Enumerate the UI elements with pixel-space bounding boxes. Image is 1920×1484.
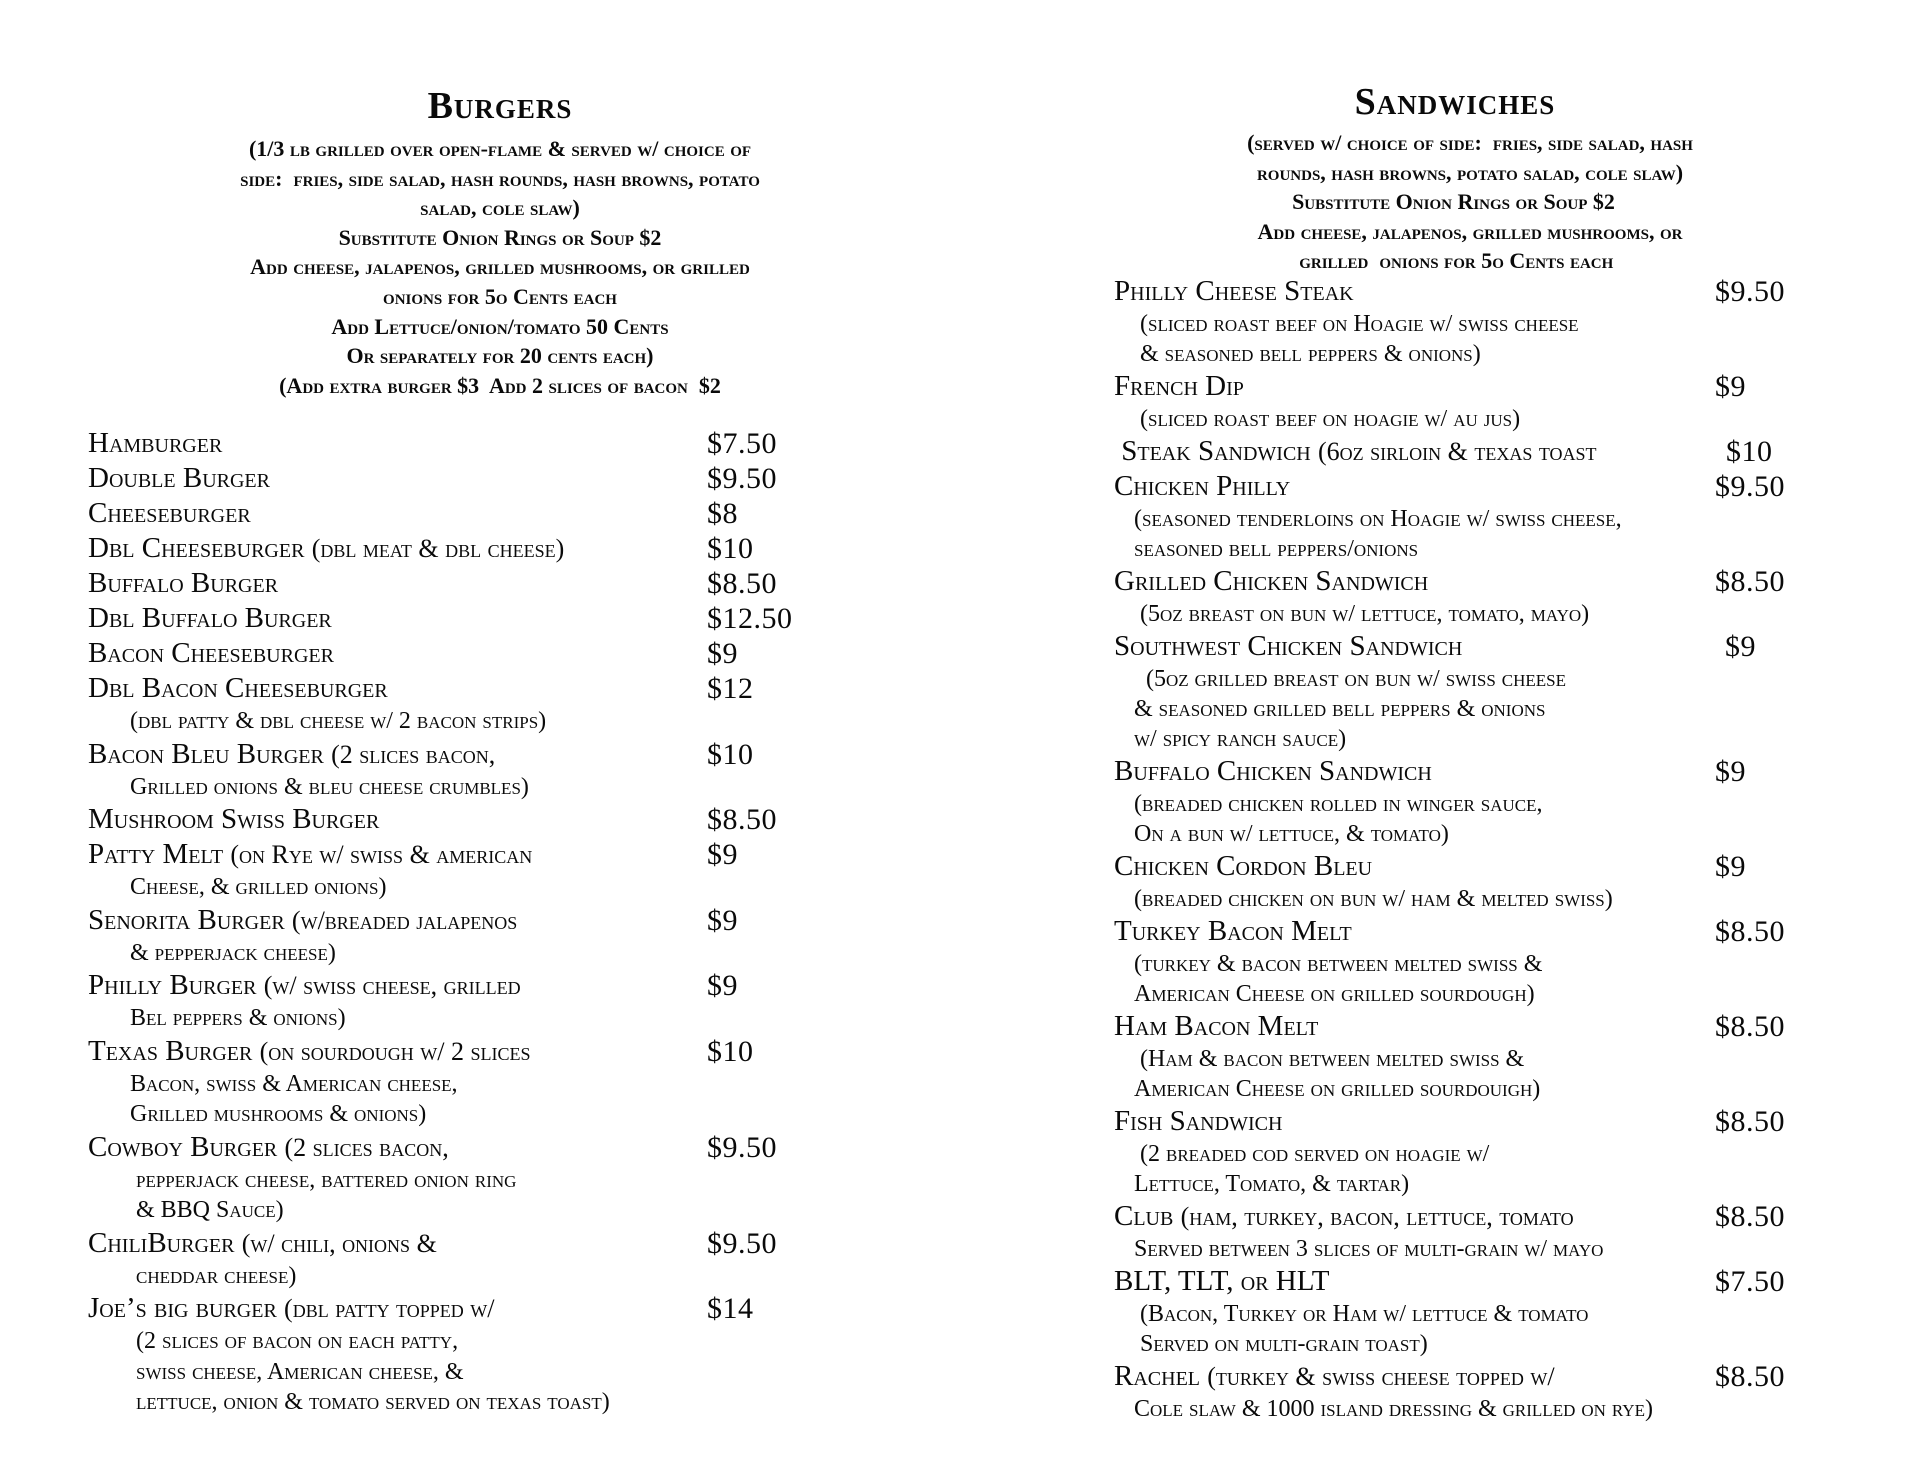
item-note: (turkey & swiss cheese topped w/ [1207, 1362, 1555, 1391]
intro-line: Substitute Onion Rings or Soup $2 [1292, 189, 1648, 215]
item-description: On a bun w/ lettuce, & tomato) [1134, 821, 1449, 847]
item-note: (w/ chili, onions & [241, 1228, 437, 1258]
item-price: $8 [707, 497, 738, 530]
item-price: $9 [1715, 850, 1746, 883]
menu-item [1114, 434, 1773, 469]
item-price: $14 [707, 1292, 754, 1325]
item-description: Grilled mushrooms & onions) [130, 1101, 427, 1127]
intro-line: Substitute Onion Rings or Soup $2 [338, 224, 662, 250]
item-name [1114, 434, 1597, 469]
burgers-menu [88, 426, 793, 1418]
item-price: $9.50 [1715, 470, 1785, 503]
menu-item [1114, 1104, 1785, 1199]
item-price: $9.50 [707, 1130, 777, 1164]
item-title: Dbl Buffalo Burger [88, 602, 332, 634]
item-description: (5oz grilled breast on bun w/ swiss cheese [1134, 666, 1566, 692]
item-name [1114, 1104, 1282, 1139]
item-note: (w/ swiss cheese, grilled [263, 971, 521, 1000]
item-price: $8.50 [1715, 1360, 1785, 1393]
item-description: seasoned bell peppers/onions [1134, 536, 1419, 562]
item-price: $9 [1725, 630, 1756, 663]
item-description: swiss cheese, American cheese, & [130, 1358, 464, 1385]
menu-item [1114, 849, 1746, 914]
menu-item [88, 566, 777, 601]
item-title: Fish Sandwich [1114, 1105, 1283, 1137]
item-price: $8.50 [707, 803, 777, 836]
menu-item [88, 1291, 754, 1418]
item-price: $9 [707, 903, 738, 937]
item-title: Steak Sandwich [1114, 435, 1311, 467]
item-name [1114, 564, 1428, 599]
item-description: (turkey & bacon between melted swiss & [1134, 951, 1543, 977]
menu-item [1114, 1009, 1785, 1104]
menu-item [1114, 629, 1756, 754]
item-price: $9 [1715, 755, 1746, 788]
intro-line: salad, cole slaw) [420, 195, 580, 221]
item-name [1114, 1359, 1555, 1394]
item-description: pepperjack cheese, battered onion ring [130, 1166, 517, 1193]
item-note: (2 slices bacon, [284, 1132, 449, 1162]
item-title: Chicken Philly [1114, 470, 1291, 502]
item-name [88, 636, 334, 671]
item-name [1114, 274, 1354, 309]
item-description: & pepperjack cheese) [130, 939, 336, 966]
item-title: Southwest Chicken Sandwich [1114, 630, 1463, 662]
item-title: Chicken Cordon Bleu [1114, 850, 1373, 882]
item-title: French Dip [1114, 370, 1244, 402]
item-description: Cole slaw & 1000 island dressing & grilled on rye) [1134, 1396, 1653, 1422]
intro-line: (served w/ choice of side: fries, side salad, hash [1247, 130, 1693, 155]
item-title: Turkey Bacon Melt [1114, 915, 1352, 947]
item-title: Cheeseburger [88, 497, 251, 529]
item-title: BLT, TLT, or HLT [1114, 1265, 1330, 1297]
intro-line: Add cheese, jalapenos, grilled mushrooms, or [1257, 218, 1683, 244]
item-name [1114, 849, 1372, 884]
menu-item [1114, 369, 1746, 434]
item-price: $12.50 [707, 602, 793, 635]
item-note: (w/breaded jalapenos [291, 905, 518, 935]
item-name [1114, 1199, 1574, 1234]
item-price: $12 [707, 672, 754, 705]
item-name [88, 737, 495, 772]
menu-item [1114, 1264, 1785, 1359]
item-title: Patty Melt [88, 838, 224, 870]
item-price: $8.50 [1715, 915, 1785, 948]
item-price: $9 [707, 838, 738, 871]
item-note: (dbl patty topped w/ [284, 1294, 495, 1323]
menu-item [88, 636, 738, 671]
menu-item [88, 968, 738, 1034]
item-name [1114, 369, 1244, 404]
item-name [88, 802, 379, 837]
menu-item [88, 601, 793, 636]
item-description: & BBQ Sauce) [130, 1197, 284, 1223]
item-title: Buffalo Chicken Sandwich [1114, 755, 1432, 787]
menu-item [88, 1130, 777, 1226]
intro-line: onions for 5o Cents each [383, 283, 617, 309]
item-name [1114, 914, 1352, 949]
item-description: (sliced roast beef on hoagie w/ au jus) [1134, 406, 1521, 432]
item-name [1114, 754, 1432, 789]
sandwiches-menu [1114, 274, 1785, 1424]
item-price: $9.50 [707, 462, 777, 495]
menu-item [1114, 274, 1785, 369]
menu-item [88, 671, 754, 737]
item-name [88, 837, 532, 872]
menu-item [88, 461, 777, 496]
item-title: Joe’s big burger [88, 1292, 277, 1324]
item-title: Bacon Bleu Burger [88, 737, 324, 770]
item-price: $9.50 [1715, 275, 1785, 308]
item-name [88, 968, 521, 1003]
item-description: Cheese, & grilled onions) [130, 874, 387, 900]
intro-line: grilled onions for 5o Cents each [1299, 248, 1641, 274]
item-title: Ham Bacon Melt [1114, 1010, 1319, 1042]
item-name [1114, 1009, 1318, 1044]
item-name [88, 601, 332, 636]
item-description: & seasoned grilled bell peppers & onions [1134, 696, 1546, 722]
menu-item [88, 531, 754, 566]
menu-item [88, 903, 738, 969]
item-description: (2 slices of bacon on each patty, [130, 1328, 459, 1354]
item-title: Cowboy Burger [88, 1130, 278, 1163]
item-note: (2 slices bacon, [331, 739, 496, 769]
intro-line: rounds, hash browns, potato salad, cole slaw) [1256, 159, 1684, 185]
item-name [88, 671, 388, 706]
item-note: (on Rye w/ swiss & american [230, 840, 533, 869]
item-name [88, 426, 222, 461]
intro-line: (Add extra burger $3 Add 2 slices of bacon $2 [279, 372, 721, 398]
item-price: $7.50 [707, 427, 777, 460]
item-description: Served between 3 slices of multi-grain w/ mayo [1134, 1236, 1604, 1262]
item-name [1114, 469, 1290, 504]
intro-line: Or separately for 20 cents each) [346, 343, 654, 369]
menu-item [1114, 1199, 1785, 1264]
item-title: Philly Burger [88, 969, 257, 1001]
item-title: Rachel [1114, 1360, 1201, 1392]
item-price: $8.50 [1715, 1105, 1785, 1138]
item-description: Grilled onions & bleu cheese crumbles) [130, 773, 529, 800]
item-title: Dbl Bacon Cheeseburger [88, 672, 388, 704]
sandwiches-title: Sandwiches [1354, 81, 1556, 123]
menu-item [88, 737, 754, 803]
item-description: (sliced roast beef on Hoagie w/ swiss cheese [1134, 311, 1579, 337]
item-price: $8.50 [1715, 1010, 1785, 1043]
item-note: (ham, turkey, bacon, lettuce, tomato [1180, 1202, 1574, 1231]
item-price: $9 [1715, 370, 1746, 403]
burgers-title: Burgers [427, 85, 573, 127]
item-description: w/ spicy ranch sauce) [1134, 726, 1347, 752]
item-title: Mushroom Swiss Burger [88, 803, 380, 835]
item-note: (6oz sirloin & texas toast [1317, 437, 1597, 466]
item-name [88, 903, 517, 938]
item-title: Grilled Chicken Sandwich [1114, 565, 1429, 597]
item-price: $8.50 [707, 567, 777, 600]
intro-line: Add cheese, jalapenos, grilled mushrooms, or grilled [250, 254, 750, 280]
item-name [88, 461, 270, 496]
menu-item [88, 1034, 754, 1130]
item-description: lettuce, onion & tomato served on texas toast) [130, 1389, 610, 1415]
item-description: (dbl patty & dbl cheese w/ 2 bacon strips) [130, 708, 547, 734]
item-price: $10 [707, 737, 754, 771]
item-price: $8.50 [1715, 565, 1785, 598]
item-title: ChiliBurger [88, 1226, 235, 1259]
item-description: (Bacon, Turkey or Ham w/ lettuce & tomato [1134, 1301, 1589, 1327]
menu-item [1114, 914, 1785, 1009]
item-title: Buffalo Burger [88, 567, 279, 599]
item-title: Hamburger [88, 427, 223, 459]
item-description: (breaded chicken rolled in winger sauce, [1134, 791, 1543, 817]
item-price: $10 [707, 532, 754, 565]
item-name [1114, 1264, 1330, 1299]
menu-item [88, 837, 738, 903]
intro-line: side: fries, side salad, hash rounds, hash browns, potato [240, 165, 760, 191]
item-price: $7.50 [1715, 1265, 1785, 1298]
item-description: Bacon, swiss & American cheese, [130, 1070, 458, 1097]
menu-item [88, 426, 777, 461]
menu-item [88, 802, 777, 837]
item-description: (2 breaded cod served on hoagie w/ [1134, 1141, 1490, 1167]
item-name [88, 496, 251, 531]
menu-item [1114, 754, 1746, 849]
item-name [88, 1291, 494, 1326]
sandwiches-intro [1247, 128, 1693, 276]
item-description: (breaded chicken on bun w/ ham & melted swiss) [1134, 886, 1613, 912]
intro-line: (1/3 lb grilled over open-flame & served w/ choice of [248, 136, 752, 161]
item-description: Lettuce, Tomato, & tartar) [1134, 1171, 1410, 1197]
item-title: Senorita Burger [88, 903, 285, 936]
item-name [88, 1226, 437, 1261]
item-description: & seasoned bell peppers & onions) [1134, 341, 1481, 367]
item-title: Dbl Cheeseburger [88, 532, 305, 564]
item-note: (dbl meat & dbl cheese) [311, 534, 565, 563]
item-note: (on sourdough w/ 2 slices [259, 1036, 531, 1066]
burgers-intro [240, 134, 760, 400]
item-title: Bacon Cheeseburger [88, 637, 334, 669]
intro-line: Add Lettuce/onion/tomato 50 Cents [331, 313, 669, 339]
item-description: American Cheese on grilled sourdouigh) [1134, 1076, 1541, 1102]
menu-item [88, 1226, 777, 1292]
item-name [88, 1034, 530, 1069]
menu-item [1114, 564, 1785, 629]
item-description: American Cheese on grilled sourdough) [1134, 981, 1535, 1007]
item-price: $10 [707, 1034, 754, 1068]
item-title: Philly Cheese Steak [1114, 275, 1354, 307]
item-price: $8.50 [1715, 1200, 1785, 1233]
item-title: Double Burger [88, 462, 270, 494]
menu-item [88, 496, 738, 531]
item-price: $9 [707, 969, 738, 1002]
item-description: (5oz breast on bun w/ lettuce, tomato, mayo) [1134, 601, 1590, 627]
item-name [88, 1130, 449, 1165]
item-description: cheddar cheese) [130, 1262, 297, 1289]
item-description: (seasoned tenderloins on Hoagie w/ swiss cheese, [1134, 506, 1622, 532]
item-price: $9.50 [707, 1226, 777, 1260]
item-name [1114, 629, 1462, 664]
item-name [88, 531, 564, 566]
item-title: Texas Burger [88, 1034, 253, 1067]
menu-item [1114, 469, 1785, 564]
item-description: (Ham & bacon between melted swiss & [1134, 1046, 1525, 1072]
item-description: Served on multi-grain toast) [1134, 1331, 1428, 1357]
item-price: $10 [1726, 435, 1773, 468]
item-name [88, 566, 278, 601]
item-price: $9 [707, 637, 738, 670]
menu-item [1114, 1359, 1785, 1424]
item-title: Club [1114, 1200, 1174, 1232]
item-description: Bel peppers & onions) [130, 1005, 346, 1031]
